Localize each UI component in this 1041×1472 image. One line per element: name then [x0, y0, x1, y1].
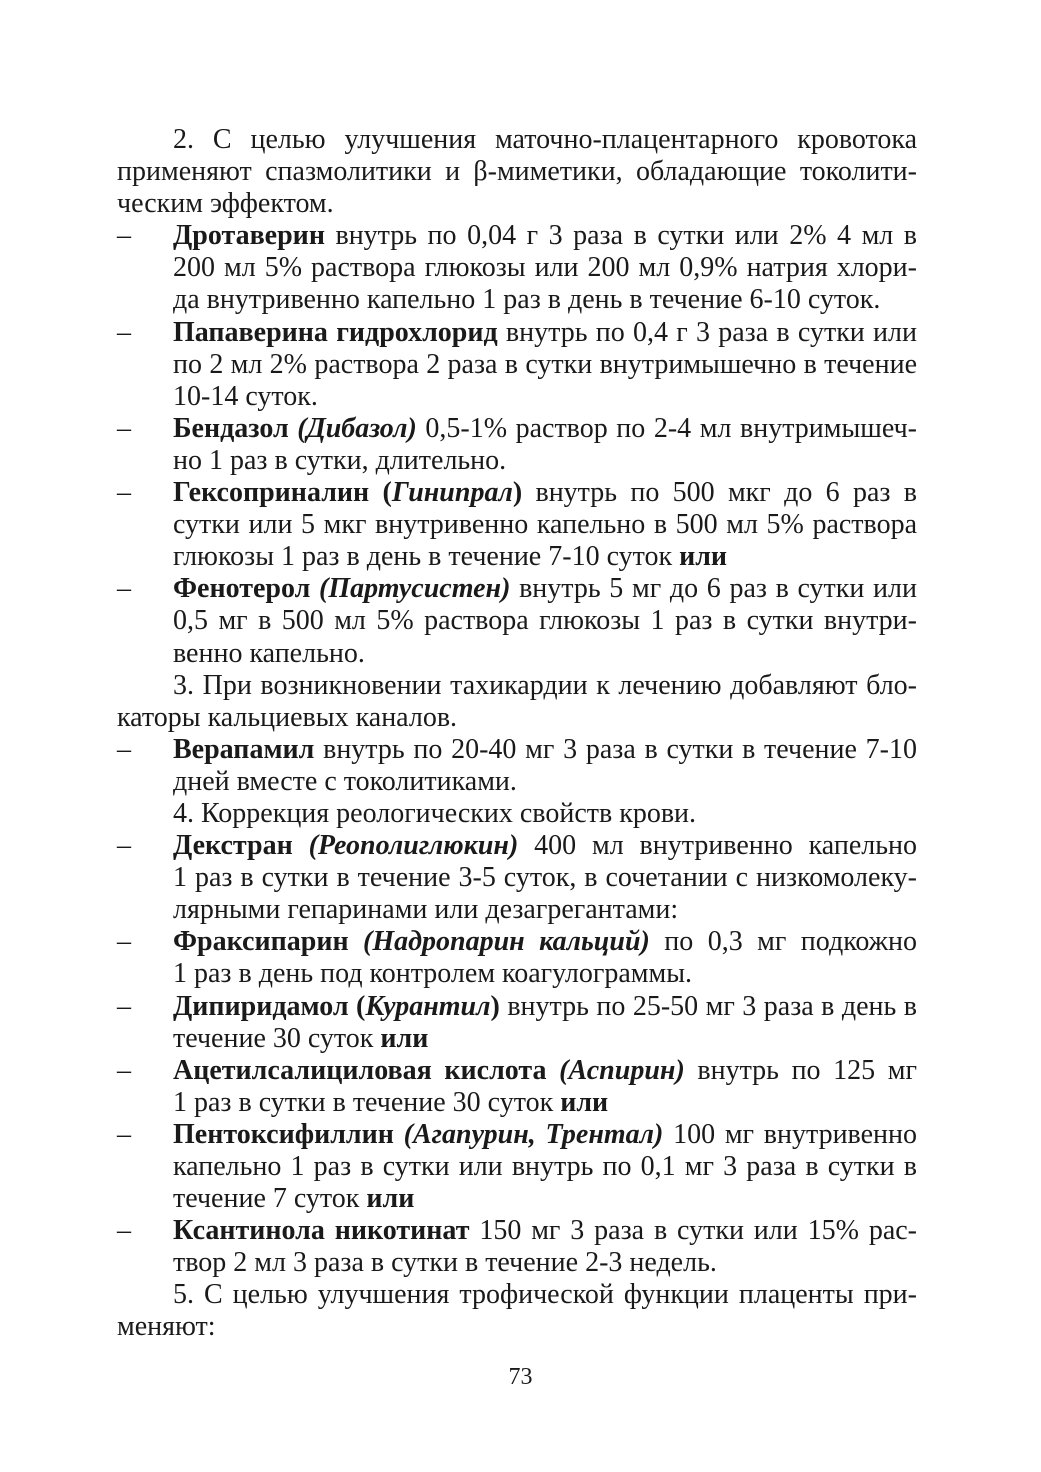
text-fragment: внутрь 5 мг до 6 раз в сутки или — [510, 573, 917, 605]
or-conjunction: или — [560, 1086, 609, 1118]
drug-name: Декстран — [173, 830, 293, 862]
text-line: применяют спазмолитики и β-миметики, обладающие токолити- — [117, 156, 917, 188]
drug-name: Дротаверин — [173, 220, 325, 252]
bracket-close: ) — [512, 477, 523, 509]
text-line: каторы кальциевых каналов. — [117, 701, 458, 733]
or-conjunction: или — [679, 541, 728, 573]
dash-bullet: – — [117, 926, 131, 958]
brand-name: (Аспирин) — [559, 1054, 685, 1086]
drug-name: Фенотерол — [173, 573, 311, 605]
brand-name: Курантил — [365, 990, 491, 1022]
or-conjunction: или — [366, 1183, 415, 1215]
paragraph-2 — [117, 124, 917, 220]
text-fragment: 400 мл внутривенно капельно — [518, 830, 917, 862]
text-fragment: внутрь по 20-40 мг 3 раза в сутки в течение 7-10 — [314, 733, 917, 765]
list-item-pentoxifyllin — [117, 1118, 918, 1215]
text-line — [173, 1087, 917, 1119]
text-line: но 1 раз в сутки, длительно. — [173, 444, 507, 476]
text-line — [173, 1055, 917, 1087]
text-line: 1 раз в день под контролем коагулограммы. — [173, 958, 693, 990]
page-body — [117, 124, 918, 1344]
list-item-fenoterol — [117, 573, 917, 669]
brand-name: (Дибазол) — [297, 412, 417, 444]
text-fragment: 1 раз в сутки в течение 30 суток — [173, 1086, 561, 1118]
text-line: твор 2 мл 3 раза в сутки в течение 2-3 недель. — [173, 1247, 717, 1279]
text-line: да внутривенно капельно 1 раз в день в течение 6-10 суток. — [173, 284, 881, 316]
text-line — [173, 541, 917, 573]
text-line: капельно 1 раз в сутки или внутрь по 0,1 мг 3 раза в сутки в — [173, 1151, 917, 1182]
brand-name: (Надропарин кальций) — [363, 926, 650, 958]
text-fragment: внутрь по 0,04 г 3 раза в сутки или 2% 4 мл в — [324, 220, 917, 252]
text-line — [173, 830, 917, 862]
list-item-verapamil — [117, 733, 917, 798]
drug-name: Фраксипарин — [173, 926, 349, 958]
list-item-drotaverin — [117, 220, 917, 316]
list-item-hexoprenalin — [117, 477, 917, 573]
dash-bullet: – — [117, 990, 131, 1022]
text-fragment: внутрь по 0,4 г 3 раза в сутки или — [497, 316, 917, 348]
text-line — [173, 926, 917, 958]
text-line — [173, 1119, 917, 1151]
brand-name: (Агапурин, Трентал) — [403, 1118, 664, 1150]
drug-name: Папаверина гидрохлорид — [173, 316, 498, 348]
text-fragment: внутрь по 25-50 мг 3 раза в день в — [499, 990, 917, 1022]
paragraph-5 — [117, 1279, 917, 1343]
dash-bullet: – — [117, 220, 131, 252]
text-line: 4. Коррекция реологических свойств крови. — [173, 797, 697, 829]
text-fragment: внутрь по 500 мкг до 6 раз в — [522, 477, 917, 509]
drug-name: Ксантинола никотинат — [173, 1215, 470, 1247]
text-line: 200 мл 5% раствора глюкозы или 200 мл 0,9% натрия хлори- — [173, 252, 917, 284]
bracket-close: ) — [490, 990, 500, 1022]
text-line — [173, 220, 917, 252]
drug-name: Ацетилсалициловая кислота — [173, 1054, 547, 1086]
list-item-papaverin — [117, 316, 917, 413]
text-fragment: по 0,3 мг подкожно — [649, 926, 918, 958]
text-line — [173, 1215, 917, 1247]
text-fragment: 150 мг 3 раза в сутки или 15% рас- — [469, 1215, 917, 1247]
text-line: венно капельно. — [173, 637, 365, 669]
paragraph-4 — [173, 798, 917, 830]
paragraph-3 — [117, 669, 917, 734]
brand-name: (Реополиглюкин) — [308, 830, 519, 862]
dash-bullet: – — [117, 1215, 131, 1247]
text-line — [173, 413, 917, 445]
text-fragment: 0,5-1% раствор по 2-4 мл внутримышеч- — [416, 412, 918, 444]
list-item-xantinol — [117, 1215, 917, 1279]
list-item-fraxiparin — [117, 926, 918, 990]
text-fragment: внутрь по 125 мг — [684, 1054, 917, 1086]
dash-bullet: – — [117, 830, 131, 862]
text-fragment: течение 30 суток — [173, 1022, 381, 1054]
list-item-aspirin — [117, 1054, 917, 1119]
text-line: по 2 мл 2% раствора 2 раза в сутки внутримышечно в течение — [173, 348, 917, 380]
text-fragment: 100 мг внутривенно — [663, 1118, 918, 1150]
text-line — [173, 477, 917, 509]
text-line — [173, 317, 917, 349]
dash-bullet: – — [117, 733, 131, 765]
text-line — [173, 734, 917, 766]
dash-bullet: – — [117, 1118, 131, 1150]
text-line: 3. При возникновении тахикардии к лечению добавляют бло- — [173, 669, 917, 701]
dash-bullet: – — [117, 477, 131, 509]
text-line — [173, 573, 917, 605]
text-line: 0,5 мг в 500 мл 5% раствора глюкозы 1 раз в сутки внутри- — [173, 605, 917, 637]
text-line: меняют: — [117, 1311, 216, 1343]
text-line — [173, 1023, 917, 1055]
text-line: лярными гепаринами или дезагрегантами: — [173, 894, 679, 926]
drug-name: Верапамил — [173, 733, 315, 765]
drug-name: Бендазол — [173, 412, 289, 444]
dash-bullet: – — [117, 412, 131, 444]
or-conjunction: или — [380, 1022, 429, 1054]
list-item-dipyridamol — [117, 990, 917, 1055]
text-line — [173, 1183, 917, 1215]
brand-name: Гинипрал — [391, 477, 513, 509]
dash-bullet: – — [117, 316, 131, 348]
text-line: сутки или 5 мкг внутривенно капельно в 500 мл 5% раствора — [173, 509, 917, 541]
drug-name: Пентоксифиллин — [173, 1118, 394, 1150]
page-number: 73 — [508, 1364, 533, 1390]
drug-name: Дипиридамол ( — [173, 990, 366, 1022]
list-item-dextran — [117, 830, 917, 926]
text-line: 10-14 суток. — [173, 380, 318, 412]
brand-name: (Партусистен) — [319, 573, 511, 605]
list-item-bendazol — [117, 412, 918, 477]
drug-name: Гексоприналин ( — [173, 477, 392, 509]
text-fragment: глюкозы 1 раз в день в течение 7-10 суток — [173, 541, 680, 573]
text-fragment: течение 7 суток — [173, 1183, 367, 1215]
dash-bullet: – — [117, 573, 131, 605]
text-line: 1 раз в сутки в течение 3-5 суток, в сочетании с низкомолеку- — [173, 862, 917, 894]
text-line: 2. С целью улучшения маточно-плацентарного кровотока — [173, 124, 917, 155]
text-line — [173, 991, 917, 1023]
text-line: дней вместе с токолитиками. — [173, 765, 517, 797]
text-line: 5. С целью улучшения трофической функции плаценты при- — [173, 1279, 917, 1311]
dash-bullet: – — [117, 1054, 131, 1086]
text-line: ческим эффектом. — [117, 188, 334, 220]
